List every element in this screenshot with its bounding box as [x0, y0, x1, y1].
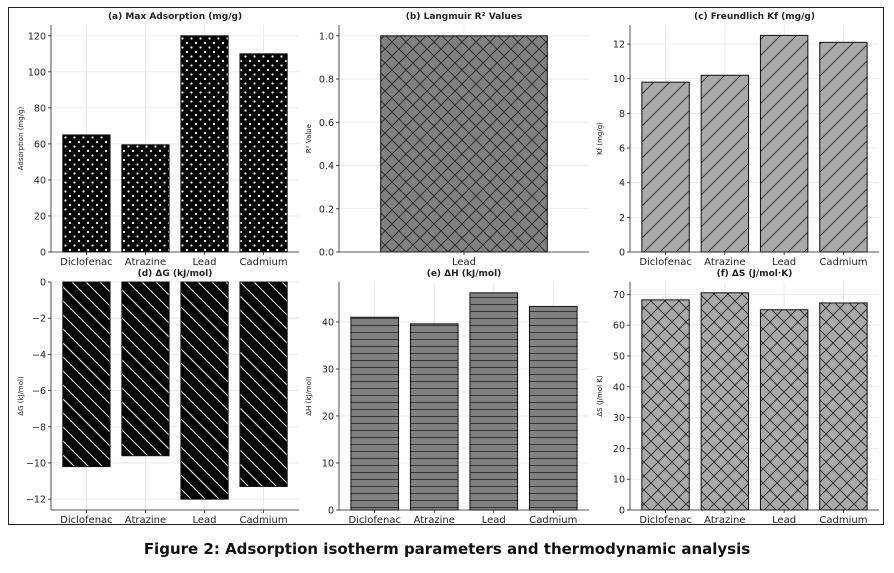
x-tick-label: Diclofenac	[60, 257, 113, 268]
y-tick-label: 0	[39, 277, 46, 289]
y-tick-label: −8	[31, 422, 46, 434]
y-tick-label: 12	[612, 39, 625, 51]
panel-title: (b) Langmuir R² Values	[405, 12, 523, 22]
y-tick-label: 0.4	[318, 161, 334, 173]
x-tick-label: Cadmium	[239, 515, 288, 526]
y-tick-label: 6	[618, 143, 625, 155]
y-tick-label: 30	[612, 413, 625, 425]
y-tick-label: 0.6	[318, 117, 334, 129]
bar-hatch	[642, 300, 689, 510]
y-tick-label: −4	[31, 349, 46, 361]
bar-hatch	[760, 35, 807, 252]
y-tick-label: 2	[618, 212, 625, 224]
y-tick-label: 0.2	[318, 204, 334, 216]
y-tick-label: 10	[612, 74, 625, 86]
x-tick-label: Atrazine	[124, 257, 167, 268]
panel-title: (d) ΔG (kJ/mol)	[137, 269, 213, 279]
y-axis-label: Adsorption (mg/g)	[17, 106, 25, 171]
x-tick-label: Atrazine	[704, 257, 746, 268]
bar-hatch	[63, 282, 110, 467]
x-tick-label: Lead	[192, 257, 217, 268]
x-tick-label: Lead	[192, 515, 217, 526]
bar-hatch	[63, 135, 110, 252]
x-tick-label: Diclofenac	[639, 515, 692, 526]
bar-hatch	[351, 317, 399, 510]
y-axis-label: ΔS (J/mol K)	[596, 375, 604, 417]
y-tick-label: 40	[321, 317, 334, 329]
y-tick-label: 4	[618, 178, 625, 190]
x-tick-label: Lead	[772, 515, 797, 526]
bar-hatch	[240, 54, 287, 252]
bar-hatch	[122, 145, 169, 252]
bar-hatch	[820, 303, 867, 510]
y-tick-label: 60	[33, 139, 46, 151]
y-axis-label: ΔG (kJ/mol)	[17, 376, 25, 416]
x-tick-label: Diclofenac	[348, 515, 401, 526]
y-tick-label: 100	[27, 67, 46, 79]
bar-hatch	[529, 306, 577, 510]
x-tick-label: Lead	[772, 257, 797, 268]
bar-hatch	[410, 324, 458, 510]
panel-title: (a) Max Adsorption (mg/g)	[107, 12, 243, 22]
y-tick-label: 50	[612, 351, 625, 363]
panel-title: (c) Freundlich Kf (mg/g)	[694, 12, 815, 22]
bar-hatch	[701, 293, 748, 510]
x-tick-label: Cadmium	[529, 515, 578, 526]
x-tick-label: Diclofenac	[639, 257, 692, 268]
panel-title: (e) ΔH (kJ/mol)	[426, 269, 502, 279]
y-tick-label: 0	[327, 505, 334, 517]
x-tick-label: Cadmium	[819, 257, 868, 268]
y-tick-label: 0	[39, 247, 46, 259]
figure-caption: Figure 2: Adsorption isotherm parameters and thermodynamic analysis	[143, 540, 751, 558]
y-tick-label: 1.0	[318, 31, 334, 43]
y-tick-label: 0	[618, 505, 625, 517]
y-tick-label: 20	[33, 211, 46, 223]
y-tick-label: 30	[321, 364, 334, 376]
y-tick-label: −6	[31, 386, 46, 398]
y-axis-label: ΔH (kJ/mol)	[305, 376, 313, 416]
y-axis-label: Kf (mg/g)	[596, 122, 604, 155]
x-tick-label: Atrazine	[124, 515, 167, 526]
x-tick-label: Lead	[451, 257, 477, 268]
y-tick-label: 40	[612, 382, 625, 394]
bar-hatch	[642, 82, 689, 252]
bar-hatch	[181, 282, 228, 499]
y-tick-label: 60	[612, 320, 625, 332]
y-tick-label: 80	[33, 103, 46, 115]
panel-title: (f) ΔS (J/mol·K)	[716, 269, 793, 279]
x-tick-label: Cadmium	[819, 515, 868, 526]
x-tick-label: Lead	[481, 515, 506, 526]
y-tick-label: 20	[612, 443, 625, 455]
bar-hatch	[381, 36, 548, 252]
x-tick-label: Atrazine	[413, 515, 455, 526]
y-tick-label: 20	[321, 411, 334, 423]
x-tick-label: Diclofenac	[60, 515, 113, 526]
x-tick-label: Atrazine	[704, 515, 746, 526]
y-tick-label: −12	[25, 494, 46, 506]
x-tick-label: Cadmium	[239, 257, 288, 268]
bar-hatch	[122, 282, 169, 456]
y-tick-label: 0.8	[318, 74, 334, 86]
y-tick-label: −2	[31, 313, 46, 325]
bar-hatch	[240, 282, 287, 486]
y-tick-label: 0	[618, 247, 625, 259]
y-tick-label: 40	[33, 175, 46, 187]
y-tick-label: −10	[25, 458, 46, 470]
y-tick-label: 10	[612, 474, 625, 486]
y-tick-label: 0.0	[318, 247, 334, 259]
y-tick-label: 70	[612, 289, 625, 301]
y-tick-label: 8	[618, 108, 625, 120]
y-tick-label: 120	[27, 31, 46, 43]
y-tick-label: 10	[321, 458, 334, 470]
bar-hatch	[701, 75, 748, 252]
bar-hatch	[470, 293, 518, 510]
bar-hatch	[760, 310, 807, 510]
bar-hatch	[181, 36, 228, 252]
bar-hatch	[820, 42, 867, 252]
y-axis-label: R² Value	[305, 123, 313, 154]
